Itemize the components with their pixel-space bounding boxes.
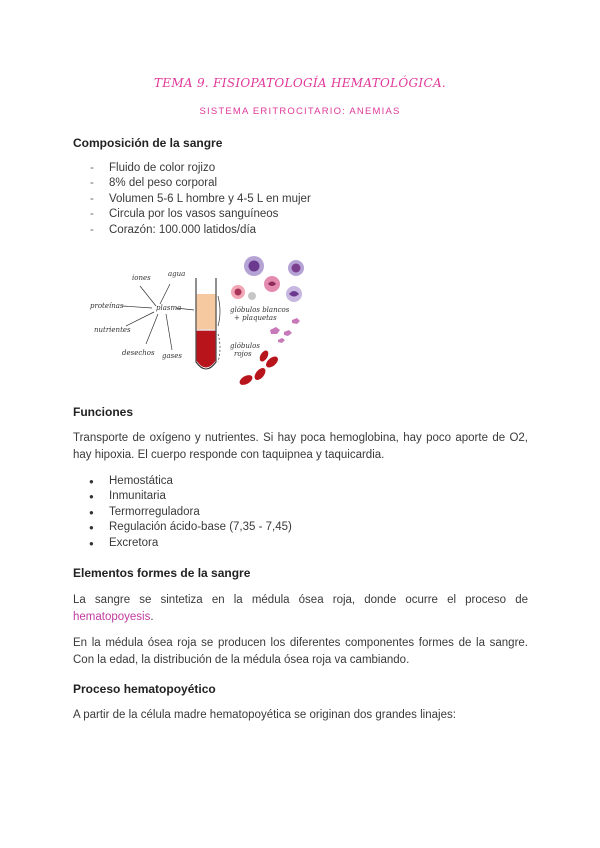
composition-heading: Composición de la sangre <box>73 136 223 150</box>
list-item: - Fluido de color rojizo <box>90 161 311 176</box>
list-item: - Corazón: 100.000 latidos/día <box>90 223 311 238</box>
list-item: - Circula por los vasos sanguíneos <box>90 207 311 222</box>
white-blood-cells-icon <box>231 256 304 302</box>
label-globulos-blancos: glóbulos blancos <box>230 306 290 314</box>
process-paragraph: A partir de la célula madre hematopoyética se originan dos grandes linajes: <box>73 709 456 721</box>
elements-heading: Elementos formes de la sangre <box>73 566 251 580</box>
document-subtitle: SISTEMA ERITROCITARIO: ANEMIAS <box>199 106 401 117</box>
label-iones: iones <box>132 274 151 282</box>
label-rojos: rojos <box>234 350 252 358</box>
functions-paragraph: Transporte de oxígeno y nutrientes. Si hay poca hemoglobina, hay poco aporte de O2, hay hipoxia. El cuerpo responde con taquipnea y taquicardia. <box>73 432 528 461</box>
functions-list <box>90 474 292 551</box>
process-heading: Proceso hematopoyético <box>73 682 216 696</box>
label-gases: gases <box>162 352 182 360</box>
label-globulos: glóbulos <box>230 342 260 350</box>
list-item: ● Inmunitaria <box>90 489 292 504</box>
elements-text-end: . <box>150 611 154 623</box>
document-title: TEMA 9. FISIOPATOLOGÍA HEMATOLÓGICA. <box>153 76 447 90</box>
list-item: ● Excretora <box>90 536 292 551</box>
label-nutrientes: nutrientes <box>94 326 131 334</box>
label-desechos: desechos <box>122 349 155 357</box>
elements-text: La sangre se sintetiza en la médula ósea roja, donde ocurre el proceso de <box>73 594 528 606</box>
functions-heading: Funciones <box>73 405 134 419</box>
list-item: - Volumen 5-6 L hombre y 4-5 L en mujer <box>90 192 311 207</box>
blood-composition-illustration <box>88 250 328 390</box>
composition-list <box>90 161 311 238</box>
hematopoyesis-link[interactable]: hematopoyesis <box>73 611 151 623</box>
label-agua: agua <box>168 270 186 278</box>
list-item: ● Regulación ácido-base (7,35 - 7,45) <box>90 520 292 535</box>
test-tube-icon <box>196 278 216 369</box>
elements-paragraph-1 <box>73 592 528 626</box>
list-item: ● Hemostática <box>90 474 292 489</box>
label-proteinas: proteínas <box>90 302 124 310</box>
label-plasma: plasma <box>156 304 182 312</box>
label-plaquetas: + plaquetas <box>234 314 277 322</box>
elements-paragraph-2: En la médula ósea roja se producen los diferentes componentes formes de la sangre. Con la edad, la distribución de la médula ósea roja va cambiando. <box>73 637 528 666</box>
list-item: - 8% del peso corporal <box>90 176 311 191</box>
list-item: ● Termorreguladora <box>90 505 292 520</box>
